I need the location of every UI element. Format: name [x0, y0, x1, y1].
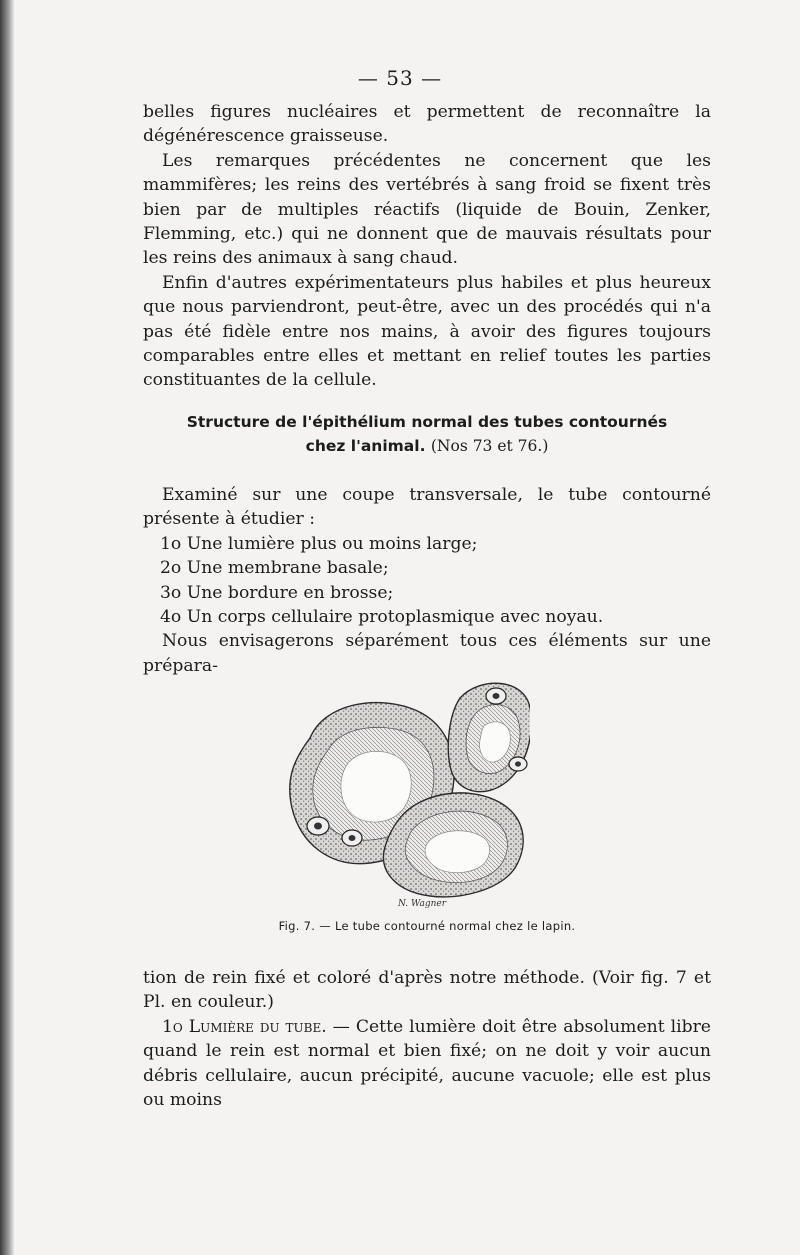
paragraph-1: belles figures nucléaires et permettent de reconnaître la dégénérescence graisseuse. [143, 102, 711, 147]
body-text-top [143, 100, 711, 393]
heading-line-1: Structure de l'épithélium normal des tubes contournés [186, 413, 668, 431]
scan-edge [0, 0, 14, 1255]
figure-illustration [280, 668, 530, 913]
paragraph-3: Enfin d'autres expérimentateurs plus habiles et plus heureux que nous parviendront, peut-être, avec un des procédés qui n'a pas été fidèle entre nos mains, à avoir des figures toujours comparables entre elles et mettant en relief toutes les parties constituantes de la cellule. [143, 272, 711, 391]
tube-cross-section-upper-right [448, 683, 530, 791]
heading-line-2-text: chez l'animal. [305, 437, 426, 455]
post-figure-paragraph: tion de rein fixé et coloré d'après notre méthode. (Voir fig. 7 et Pl. en couleur.) [143, 968, 711, 1013]
heading-reference: (Nos 73 et 76.) [430, 437, 549, 455]
intro-paragraph: Examiné sur une coupe transversale, le tube contourné présente à étudier : [143, 485, 711, 530]
body-text-bottom [143, 966, 711, 1112]
pre-figure-paragraph: Nous envisagerons séparément tous ces éléments sur une prépara- [143, 631, 711, 676]
list-item-3: 3o Une bordure en brosse; [160, 582, 394, 603]
last-paragraph-label: 1o Lumière du tube. [162, 1016, 327, 1037]
list-item-4: 4o Un corps cellulaire protoplasmique avec noyau. [160, 607, 604, 628]
list-item-1: 1o Une lumière plus ou moins large; [160, 533, 478, 554]
last-paragraph [143, 1015, 711, 1113]
body-text-middle [143, 483, 711, 678]
paragraph-2: Les remarques précédentes ne concernent que les mammifères; les reins des vertébrés à sang froid se fixent très bien par de multiples réactifs (liquide de Bouin, Zenker, Flemming, etc.) qui ne donnent que de mauvais résultats pour les reins des animaux à sang chaud. [143, 150, 711, 269]
page-number: — 53 — [357, 66, 443, 90]
figure-caption: Fig. 7. — Le tube contourné normal chez le lapin. [278, 919, 576, 933]
figure-signature: N. Wagner [398, 899, 447, 909]
section-heading [143, 410, 711, 458]
last-paragraph-text: — Cette lumière doit être absolument libre quand le rein est normal et bien fixé; on ne doit y voir aucun débris cellulaire, aucun précipité, aucune vacuole; elle est plus ou moins [143, 1016, 711, 1111]
list-item-2: 2o Une membrane basale; [160, 558, 389, 579]
heading-line-2 [143, 434, 711, 458]
